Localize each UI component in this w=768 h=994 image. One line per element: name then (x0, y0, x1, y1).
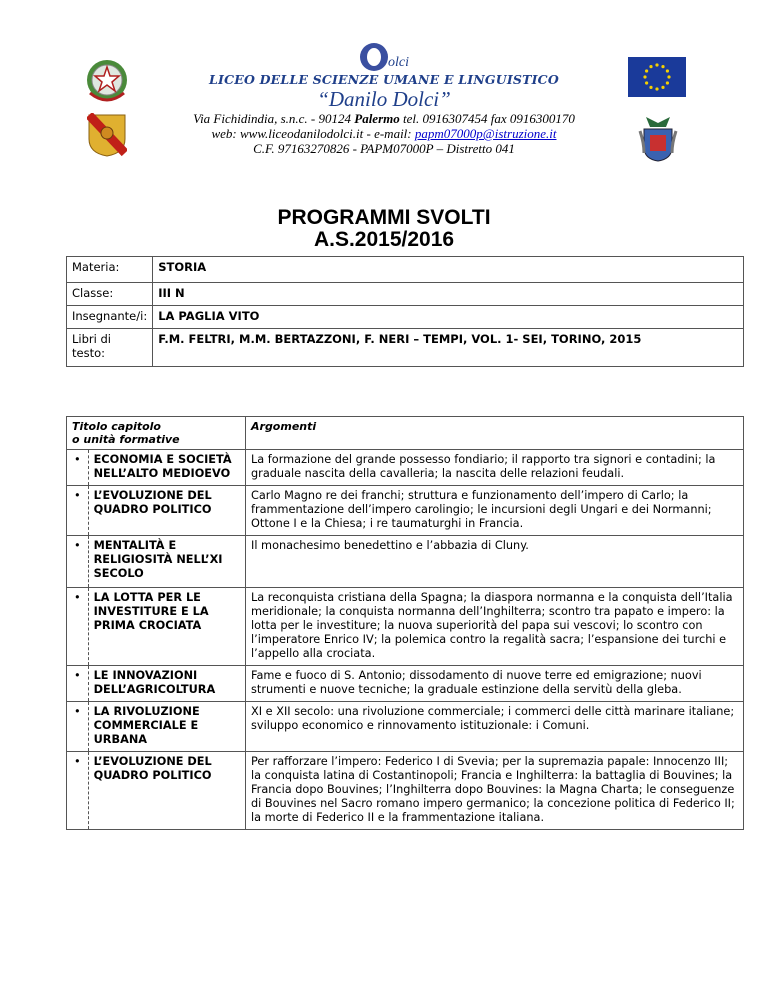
chapter-title: MENTALITÀ E RELIGIOSITÀ NELL’XI SECOLO (88, 536, 245, 588)
bullet: • (67, 536, 89, 588)
bullet: • (67, 702, 89, 752)
materia-label: Materia: (67, 257, 153, 283)
school-name: “Danilo Dolci” (317, 87, 451, 111)
address-city: Palermo (354, 111, 400, 126)
chapter-title: LA RIVOLUZIONE COMMERCIALE E URBANA (88, 702, 245, 752)
program-table (66, 416, 744, 830)
email-link[interactable]: papm07000p@istruzione.it (414, 126, 557, 141)
chapter-title: L’EVOLUZIONE DEL QUADRO POLITICO (88, 752, 245, 830)
chapter-topics: La reconquista cristiana della Spagna; la diaspora normanna e la conquista dell’Italia meridionale; la conquista normanna dell’Inghilterra; scontro tra papato e impero: la lotta per le investiture; la nuova superiorità del papa sui vescovi; lo scontro con l’imperatore Enrico IV; la polemica contro la regalità sacra; l’espansione dei turchi e l’appello alla crociata. (246, 588, 744, 666)
chapter-header-line1: Titolo capitolo (72, 420, 161, 433)
chapter-topics: La formazione del grande possesso fondiario; il rapporto tra signori e contadini; la graduale nascita della cavalleria; la nascita delle relazioni feudali. (246, 450, 744, 486)
school-logo-icon (358, 42, 410, 72)
school-type: LICEO DELLE SCIENZE UMANE E LINGUISTICO (209, 72, 559, 87)
info-row-materia (67, 257, 744, 283)
table-row (67, 486, 744, 536)
chapter-title: LE INNOVAZIONI DELL’AGRICOLTURA (88, 666, 245, 702)
libri-value: F.M. FELTRI, M.M. BERTAZZONI, F. NERI – TEMPI, VOL. 1- SEI, TORINO, 2015 (153, 329, 744, 367)
school-web-email (0, 126, 768, 142)
insegnante-value: LA PAGLIA VITO (153, 306, 744, 329)
bullet: • (67, 752, 89, 830)
info-row-libri (67, 329, 744, 367)
libri-label: Libri di testo: (67, 329, 153, 367)
table-row (67, 666, 744, 702)
chapter-topics: Carlo Magno re dei franchi; struttura e funzionamento dell’impero di Carlo; la frammentazione dell’impero carolingio; le incursioni degli Ungari e dei Normanni; Ottone I e la Chiesa; i re taumaturghi in Francia. (246, 486, 744, 536)
chapter-title: L’EVOLUZIONE DEL QUADRO POLITICO (88, 486, 245, 536)
bullet: • (67, 486, 89, 536)
table-row (67, 588, 744, 666)
address-post: tel. 0916307454 fax 0916300170 (399, 111, 575, 126)
bullet: • (67, 450, 89, 486)
logo-text: olci (388, 55, 409, 70)
table-row (67, 752, 744, 830)
school-year: A.S.2015/2016 (313, 228, 455, 251)
info-row-classe (67, 283, 744, 306)
bullet: • (67, 666, 89, 702)
web-text: web: www.liceodanilodolci.it - e-mail: (211, 126, 415, 141)
insegnante-label: Insegnante/i: (67, 306, 153, 329)
classe-label: Classe: (67, 283, 153, 306)
program-header-row (67, 417, 744, 450)
info-row-insegnante (67, 306, 744, 329)
materia-value: STORIA (153, 257, 744, 283)
course-info-table (66, 256, 744, 367)
table-row (67, 702, 744, 752)
chapter-topics: Il monachesimo benedettino e l’abbazia di Cluny. (246, 536, 744, 588)
chapter-topics: XI e XII secolo: una rivoluzione commerciale; i commerci delle città marinare italiane; sviluppo economico e rinnovamento istituzionale: i Comuni. (246, 702, 744, 752)
bullet: • (67, 588, 89, 666)
chapter-header-line2: o unità formative (72, 433, 180, 446)
chapter-column-header (67, 417, 246, 450)
address-pre: Via Fichidindia, s.n.c. - 90124 (193, 111, 355, 126)
chapter-title: ECONOMIA E SOCIETÀ NELL’ALTO MEDIOEVO (88, 450, 245, 486)
topics-column-header: Argomenti (246, 417, 744, 450)
table-row (67, 536, 744, 588)
page-title: PROGRAMMI SVOLTI (277, 206, 491, 229)
chapter-topics: Fame e fuoco di S. Antonio; dissodamento di nuove terre ed emigrazione; nuovi strumenti e nuove tecniche; la graduale estinzione della servitù della gleba. (246, 666, 744, 702)
school-codes: C.F. 97163270826 - PAPM07000P – Distretto 041 (253, 141, 515, 156)
school-address (0, 111, 768, 127)
chapter-title: LA LOTTA PER LE INVESTITURE E LA PRIMA CROCIATA (88, 588, 245, 666)
table-row (67, 450, 744, 486)
chapter-topics: Per rafforzare l’impero: Federico I di Svevia; per la supremazia papale: Innocenzo III; la conquista latina di Costantinopoli; Francia e Inghilterra: la battaglia di Bouvines; la Francia dopo Bouvines; l’Inghilterra dopo Bouvines: la Magna Charta; le conseguenze di Bouvines nel Sacro romano impero germanico; la concezione politica di Federico II; la morte di Federico II e la frammentazione italiana. (246, 752, 744, 830)
classe-value: III N (153, 283, 744, 306)
